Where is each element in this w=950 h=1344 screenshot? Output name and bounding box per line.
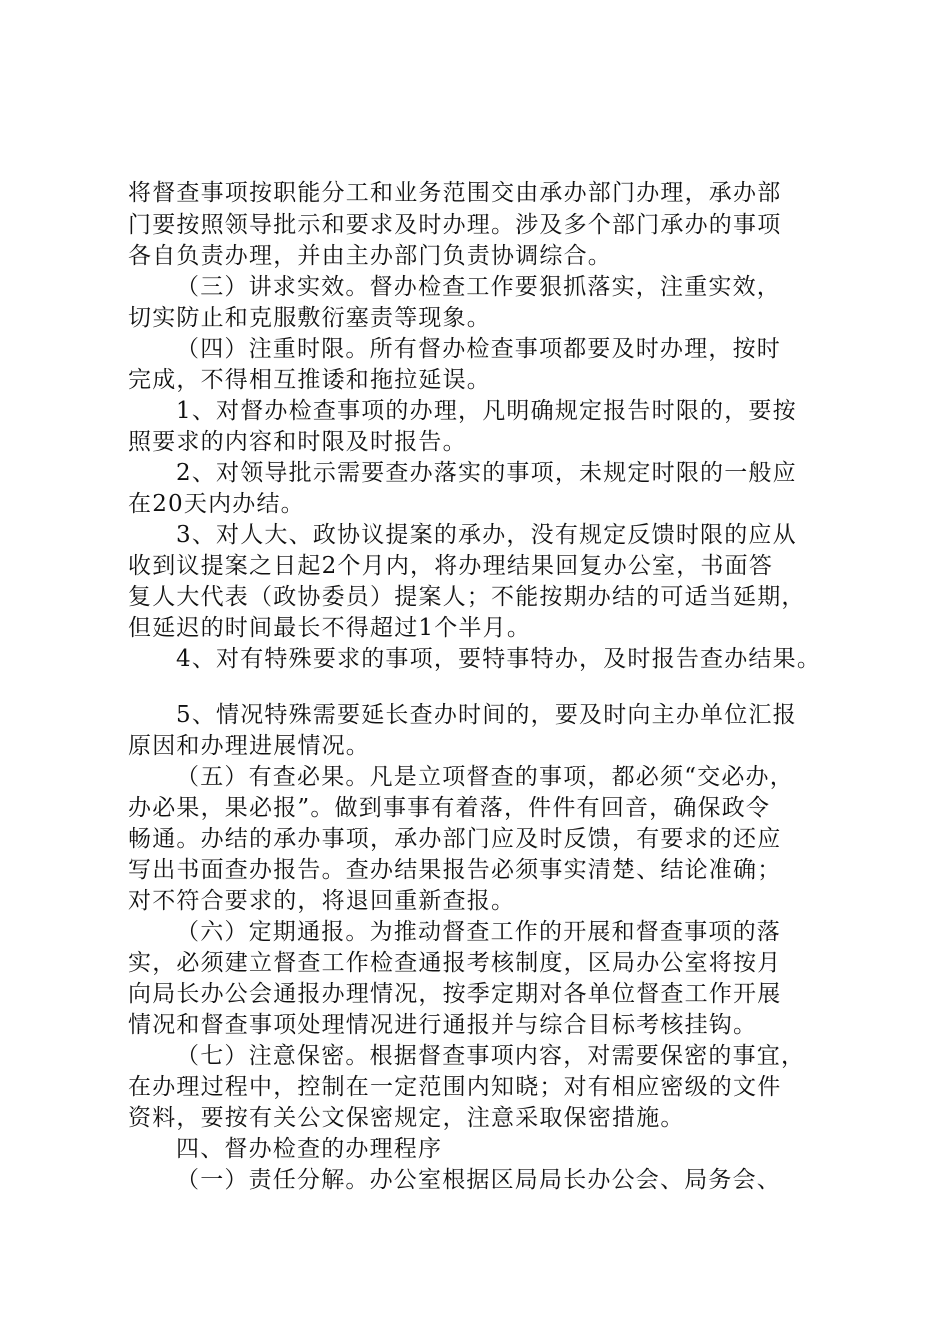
- text-line: 切实防止和克服敷衍塞责等现象。: [128, 305, 491, 331]
- text-line: 照要求的内容和时限及时报告。: [128, 429, 467, 455]
- text-line: 将督查事项按职能分工和业务范围交由承办部门办理，承办部: [128, 180, 782, 206]
- text-line: 实，必须建立督查工作检查通报考核制度，区局办公室将按月: [128, 950, 782, 976]
- text-line: （五）有查必果。凡是立项督查的事项，都必须“交必办，: [176, 764, 794, 790]
- text-line: 4、对有特殊要求的事项，要特事特办，及时报告查办结果。: [176, 646, 822, 672]
- text-line: 资料，要按有关公文保密规定，注意采取保密措施。: [128, 1105, 685, 1131]
- text-line: 在办理过程中，控制在一定范围内知晓；对有相应密级的文件: [128, 1074, 782, 1100]
- text-line: 门要按照领导批示和要求及时办理。涉及多个部门承办的事项: [128, 212, 782, 238]
- text-line: （六）定期通报。为推动督查工作的开展和督查事项的落: [176, 919, 781, 945]
- text-line: （一）责任分解。办公室根据区局局长办公会、局务会、: [176, 1167, 781, 1193]
- text-line: （四）注重时限。所有督办检查事项都要及时办理，按时: [176, 336, 781, 362]
- text-line: 各自负责办理，并由主办部门负责协调综合。: [128, 243, 612, 269]
- text-line: 原因和办理进展情况。: [128, 733, 370, 759]
- text-line: 5、情况特殊需要延长查办时间的，要及时向主办单位汇报: [176, 702, 797, 728]
- text-line: 对不符合要求的，将退回重新查报。: [128, 888, 516, 914]
- text-line: 3、对人大、政协议提案的承办，没有规定反馈时限的应从: [176, 522, 797, 548]
- text-line: （七）注意保密。根据督查事项内容，对需要保密的事宜，: [176, 1043, 806, 1069]
- text-line: （三）讲求实效。督办检查工作要狠抓落实，注重实效，: [176, 274, 781, 300]
- text-line: 办必果，果必报”。做到事事有着落，件件有回音，确保政令: [128, 795, 771, 821]
- text-line: 完成，不得相互推诿和拖拉延误。: [128, 367, 491, 393]
- text-line: 但延迟的时间最长不得超过1个半月。: [128, 615, 532, 641]
- text-line: 写出书面查办报告。查办结果报告必须事实清楚、结论准确；: [128, 857, 782, 883]
- text-line: 1、对督办检查事项的办理，凡明确规定报告时限的，要按: [176, 398, 797, 424]
- text-line: 向局长办公会通报办理情况，按季定期对各单位督查工作开展: [128, 981, 782, 1007]
- text-line: 情况和督查事项处理情况进行通报并与综合目标考核挂钩。: [128, 1012, 758, 1038]
- text-line: 畅通。办结的承办事项，承办部门应及时反馈，有要求的还应: [128, 826, 782, 852]
- text-line: 在20天内办结。: [128, 491, 305, 517]
- text-line: 2、对领导批示需要查办落实的事项，未规定时限的一般应: [176, 460, 797, 486]
- section-heading: 四、督办检查的办理程序: [176, 1136, 443, 1162]
- text-line: 复人大代表（政协委员）提案人；不能按期办结的可适当延期，: [128, 584, 806, 610]
- text-line: 收到议提案之日起2个月内，将办理结果回复办公室，书面答: [128, 553, 774, 579]
